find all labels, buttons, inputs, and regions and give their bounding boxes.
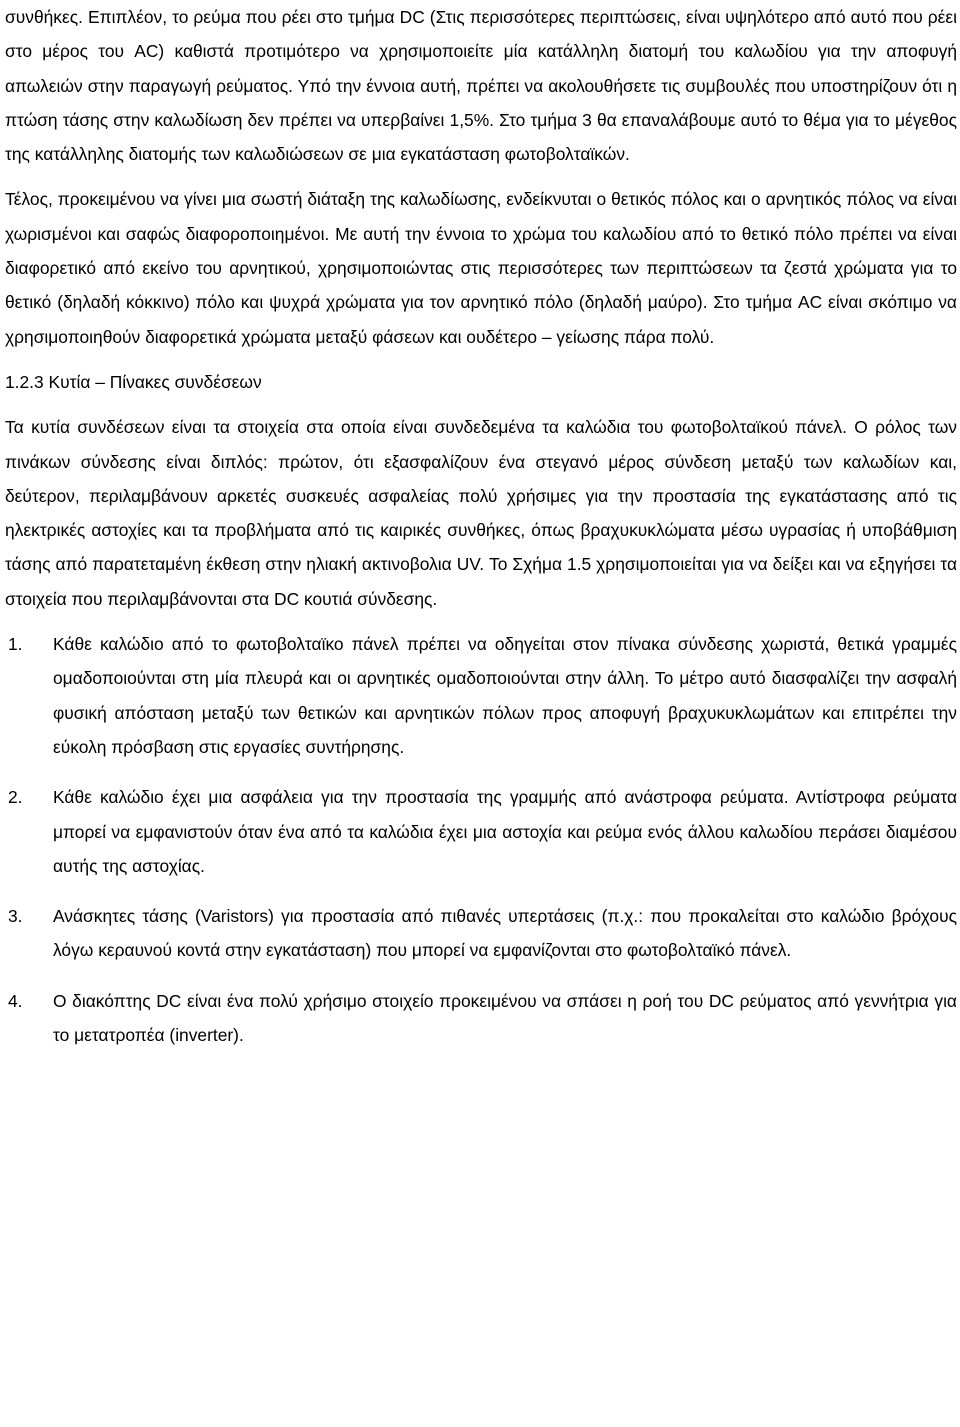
section-heading: 1.2.3 Κυτία – Πίνακες συνδέσεων: [5, 371, 262, 392]
paragraph-cable-polarity-colors: Τέλος, προκειμένου να γίνει μια σωστή διάταξη της καλωδίωσης, ενδείκνυται ο θετικός πόλος και ο αρνητικός πόλος να είναι χωρισμένοι και σαφώς διαφοροποιημένοι. Με αυτή την έννοια το χρώμα του καλωδίου από το θετικό πόλο πρέπει να είναι διαφορετικό από εκείνο του αρνητικού, χρησιμοποιώντας στις περισσότερες των περιπτώσεων τα ζεστά χρώματα για το θετικό (δηλαδή κόκκινο) πόλο και ψυχρά χρώματα για τον αρνητικό πόλο (δηλαδή μαύρο). Στο τμήμα AC είναι σκόπιμο να χρησιμοποιηθούν διαφορετικά χρώματα μεταξύ φάσεων και ουδέτερο – γείωσης πάρα πολύ.: [5, 189, 957, 347]
list-item-number: 4.: [8, 990, 23, 1011]
list-item: [5, 780, 957, 883]
list-item-number: 1.: [8, 634, 23, 655]
list-item: [5, 627, 957, 764]
list-item-text: Ανάσκητες τάσης (Varistors) για προστασία από πιθανές υπερτάσεις (π.χ.: που προκαλείται στο καλώδιο βρόχους λόγω κεραυνού κοντά στην εγκατάσταση) που μπορεί να εμφανίζονται στο φωτοβολταϊκό πάνελ.: [53, 906, 957, 961]
list-item-text: Κάθε καλώδιο από το φωτοβολταϊκο πάνελ πρέπει να οδηγείται στον πίνακα σύνδεσης χωριστά, θετικά γραμμές ομαδοποιούνται στη μία πλευρά και οι αρνητικές ομαδοποιούνται στην άλλη. Το μέτρο αυτό διασφαλίζει την ασφαλή φυσική απόσταση μεταξύ των θετικών και αρνητικών πόλων προς αποφυγή βραχυκυκλωμάτων και επιτρέπει την εύκολη πρόσβαση στις εργασίες συντήρησης.: [53, 634, 957, 757]
list-item: [5, 899, 957, 968]
paragraph-junction-boxes: Τα κυτία συνδέσεων είναι τα στοιχεία στα οποία είναι συνδεδεμένα τα καλώδια του φωτοβολταϊκού πάνελ. Ο ρόλος των πινάκων σύνδεσης είναι διπλός: πρώτον, ότι εξασφαλίζουν ένα στεγανό μέρος σύνδεση μεταξύ των καλωδίων και, δεύτερον, περιλαμβάνουν αρκετές συσκευές ασφαλείας πολύ χρήσιμες για την προστασία της εγκατάστασης από τις ηλεκτρικές αστοχίες και τα προβλήματα από τις καιρικές συνθήκες, όπως βραχυκυκλώματα μέσω υγρασίας ή υποβάθμιση τάσης από παρατεταμένη έκθεση στην ηλιακή ακτινοβολια UV. Το Σχήμα 1.5 χρησιμοποιείται για να δείξει και να εξηγήσει τα στοιχεία που περιλαμβάνονται στα DC κουτιά σύνδεσης.: [5, 417, 957, 609]
document-page: [5, 0, 957, 1052]
paragraph-cable-cross-section: συνθήκες. Επιπλέον, το ρεύμα που ρέει στο τμήμα DC (Στις περισσότερες περιπτώσεις, είναι υψηλότερο από αυτό που ρέει στο μέρος του AC) καθιστά προτιμότερο να χρησιμοποιείτε μία κατάλληλη διατομή του καλωδίου για την αποφυγή απωλειών στην παραγωγή ρεύματος. Υπό την έννοια αυτή, πρέπει να ακολουθήσετε τις συμβουλές που υποστηρίζουν ότι η πτώση τάσης στην καλωδίωση δεν πρέπει να υπερβαίνει 1,5%. Στο τμήμα 3 θα επαναλάβουμε αυτό το θέμα για το μέγεθος της κατάλληλης διατομής των καλωδιώσεων σε μια εγκατάσταση φωτοβολταϊκών.: [5, 7, 957, 165]
list-item-number: 3.: [8, 906, 23, 927]
list-item: [5, 984, 957, 1053]
list-item-text: Κάθε καλώδιο έχει μια ασφάλεια για την προστασία της γραμμής από ανάστροφα ρεύματα. Αντίστροφα ρεύματα μπορεί να εμφανιστούν όταν ένα από τα καλώδια έχει μια αστοχία και ρεύμα ενός άλλου καλωδίου περάσει διαμέσου αυτής της αστοχίας.: [53, 787, 957, 876]
list-item-text: Ο διακόπτης DC είναι ένα πολύ χρήσιμο στοιχείο προκειμένου να σπάσει η ροή του DC ρεύματος από γεννήτρια για το μετατροπέα (inverter).: [53, 990, 957, 1046]
junction-box-elements-list: [5, 627, 957, 1052]
list-item-number: 2.: [8, 787, 23, 808]
